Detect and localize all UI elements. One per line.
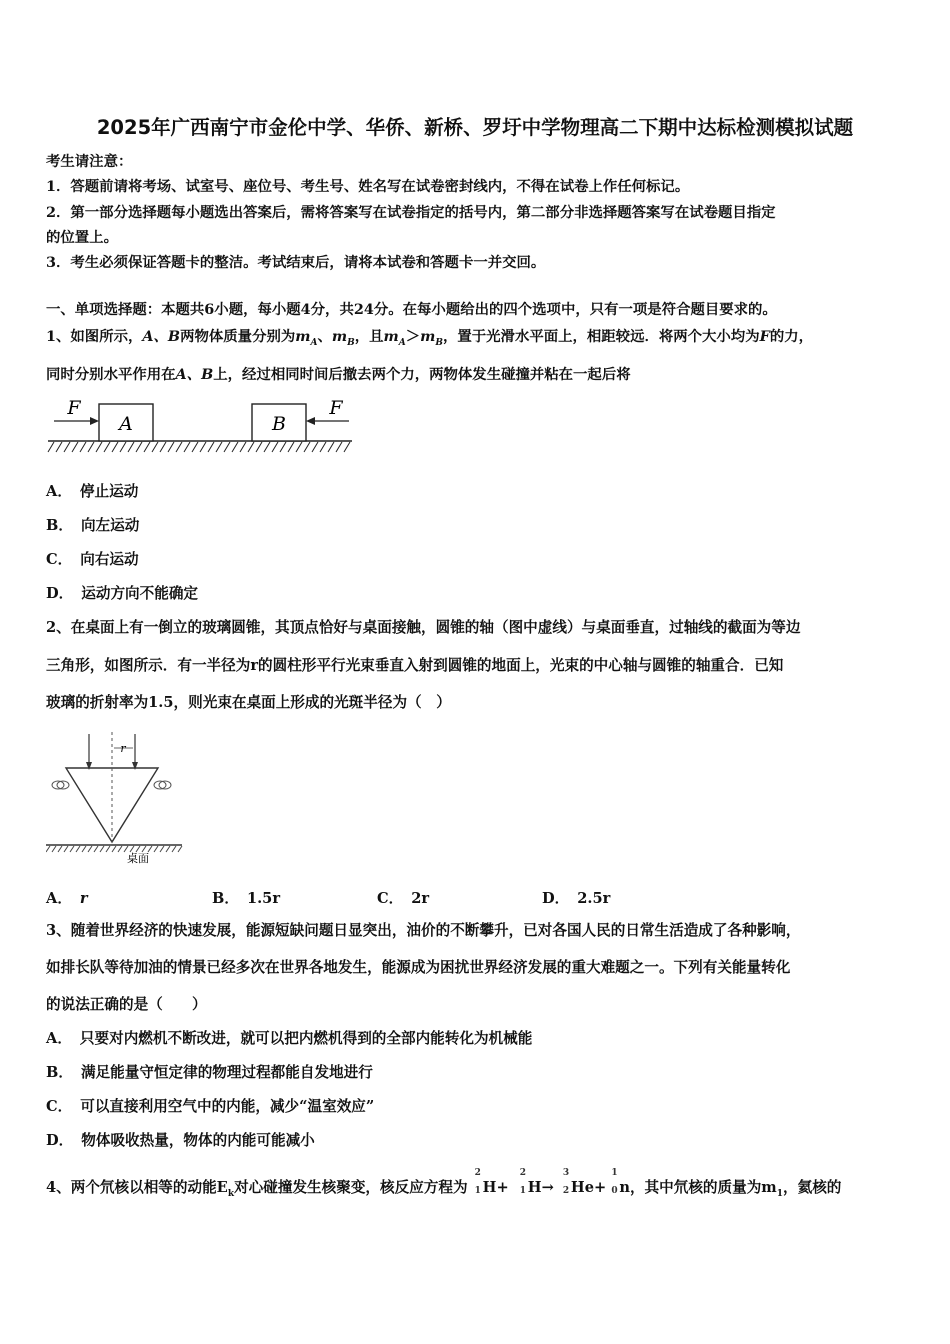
- q1-option-d[interactable]: D． 运动方向不能确定: [46, 585, 199, 602]
- ground-hatch: [48, 442, 350, 452]
- notice-item: 1．答题前请将考场、试室号、座位号、考生号、姓名写在试卷密封线内，不得在试卷上作任何标记。: [46, 178, 690, 195]
- desk-hatch: [46, 846, 182, 852]
- q3-option-b[interactable]: B． 满足能量守恒定律的物理过程都能自发地进行: [46, 1064, 373, 1081]
- question-2-line-1: 2、在桌面上有一倒立的玻璃圆锥，其顶点恰好与桌面接触，圆锥的轴（图中虚线）与桌面垂直，过轴线的截面为等边: [46, 619, 801, 636]
- q2-option-b[interactable]: B． 1.5r: [212, 890, 281, 907]
- q2-option-c[interactable]: C． 2r: [377, 890, 430, 907]
- block-b-label: B: [272, 413, 286, 435]
- q1-option-a[interactable]: A． 停止运动: [46, 483, 139, 500]
- question-1-line-1: 1、如图所示，A、B两物体质量分别为$m_A$、$m_B$，且$m_A>m_B$，置于光滑水平面上，相距较远．将两个大小均为F的力，: [46, 328, 813, 348]
- block-a-label: A: [119, 413, 133, 435]
- force-label-right: F: [329, 397, 343, 419]
- support-left: [52, 781, 69, 789]
- notice-heading: 考生请注意：: [46, 153, 133, 170]
- notice-item: 的位置上。: [46, 229, 118, 246]
- question-2-line-2: 三角形，如图所示．有一半径为r的圆柱形平行光束垂直入射到圆锥的地面上，光束的中心轴与圆锥的轴重合．已知: [46, 657, 784, 674]
- q1-option-c[interactable]: C． 向右运动: [46, 551, 139, 568]
- page-title: 2025年广西南宁市金伦中学、华侨、新桥、罗圩中学物理高二下期中达标检测模拟试题: [96, 116, 854, 139]
- question-4-line-1: 4、两个氘核以相等的动能$E_k$对心碰撞发生核聚变，核反应方程为 2 1 H+ 2 1 H→ 3 2 He+ 1 0 n，其中氘核的质量为$m_1$，氦核的: [46, 1168, 842, 1199]
- q2-figure: [46, 728, 186, 866]
- question-3-line-2: 如排长队等待加油的情景已经多次在世界各地发生，能源成为困扰世界经济发展的重大难题之一。下列有关能量转化: [46, 959, 791, 976]
- q3-option-d[interactable]: D． 物体吸收热量，物体的内能可能减小: [46, 1132, 315, 1149]
- question-1-line-2: 同时分别水平作用在A、B上，经过相同时间后撤去两个力，两物体发生碰撞并粘在一起后将: [46, 366, 631, 383]
- q2-option-a[interactable]: A． r: [46, 890, 88, 907]
- question-2-line-3: 玻璃的折射率为1.5，则光束在桌面上形成的光斑半径为（ ）: [46, 694, 451, 711]
- q3-option-a[interactable]: A． 只要对内燃机不断改进，就可以把内燃机得到的全部内能转化为机械能: [46, 1030, 533, 1047]
- support-right: [154, 781, 171, 789]
- radius-label: r: [120, 742, 126, 755]
- q2-option-d[interactable]: D． 2.5r: [542, 890, 611, 907]
- section-heading: 一、单项选择题：本题共6小题，每小题4分，共24分。在每小题给出的四个选项中，只有一项是符合题目要求的。: [46, 301, 777, 318]
- q1-figure: [46, 396, 356, 458]
- question-3-line-3: 的说法正确的是（ ）: [46, 996, 207, 1013]
- q3-option-c[interactable]: C． 可以直接利用空气中的内能，减少“温室效应”: [46, 1098, 375, 1115]
- notice-item: 2．第一部分选择题每小题选出答案后，需将答案写在试卷指定的括号内，第二部分非选择题答案写在试卷题目指定: [46, 204, 776, 221]
- question-3-line-1: 3、随着世界经济的快速发展，能源短缺问题日显突出，油价的不断攀升，已对各国人民的日常生活造成了各种影响，: [46, 922, 801, 939]
- desk-label: 桌面: [127, 852, 149, 865]
- notice-item: 3．考生必须保证答题卡的整洁。考试结束后，请将本试卷和答题卡一并交回。: [46, 254, 546, 271]
- q1-option-b[interactable]: B． 向左运动: [46, 517, 140, 534]
- force-label-left: F: [67, 397, 81, 419]
